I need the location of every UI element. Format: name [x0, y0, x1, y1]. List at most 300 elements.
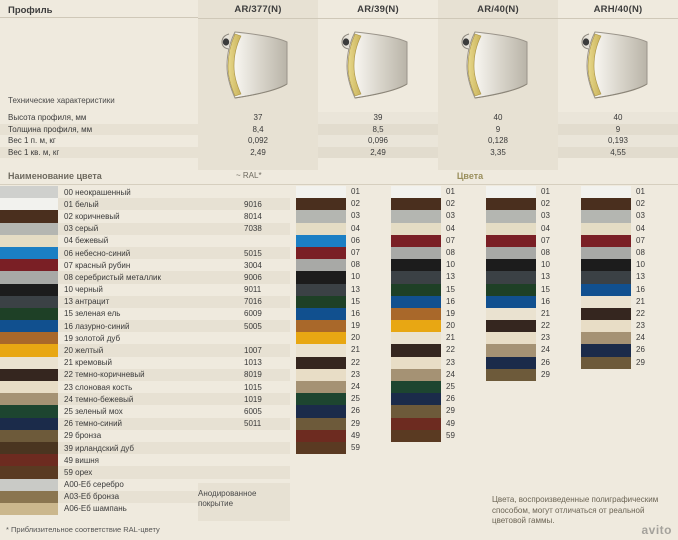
color-ral: 5011	[244, 419, 262, 429]
color-code: 08	[351, 260, 360, 270]
color-swatch	[296, 418, 346, 430]
spec-value: 8,5	[372, 124, 384, 134]
color-name-row	[0, 357, 290, 369]
color-name-row	[0, 223, 290, 235]
color-swatch	[296, 344, 346, 356]
color-swatch	[581, 247, 631, 259]
color-name-row	[0, 296, 290, 308]
color-strip-row	[296, 405, 388, 417]
color-code: 07	[351, 247, 360, 257]
spec-value: 0,193	[607, 136, 629, 145]
spec-row	[0, 147, 678, 159]
color-swatch	[0, 308, 58, 320]
color-name-row	[0, 235, 290, 247]
color-code: 15	[446, 284, 455, 294]
color-swatch	[0, 405, 58, 417]
color-strip-row	[391, 235, 483, 247]
color-swatch	[0, 418, 58, 430]
color-swatch	[581, 271, 631, 283]
color-swatch	[0, 247, 58, 259]
color-name-row	[0, 332, 290, 344]
color-name: 04 бежевый	[64, 236, 109, 246]
colors-header	[0, 170, 678, 184]
color-code: 29	[636, 357, 645, 367]
color-swatch	[0, 296, 58, 308]
color-strip-row	[296, 344, 388, 356]
ral-header: ~ RAL*	[236, 171, 262, 180]
color-code: 29	[446, 406, 455, 416]
color-strip-row	[296, 332, 388, 344]
color-swatch	[486, 198, 536, 210]
color-strip-row	[391, 296, 483, 308]
color-code: 22	[351, 357, 360, 367]
color-swatch	[391, 308, 441, 320]
spec-value: 0,092	[247, 136, 269, 145]
color-name: 21 кремовый	[64, 358, 112, 368]
color-name-row	[0, 418, 290, 430]
color-swatch	[0, 381, 58, 393]
color-strip-row	[296, 296, 388, 308]
color-strip-row	[486, 271, 578, 283]
color-code: 22	[541, 321, 550, 331]
color-name-row	[0, 320, 290, 332]
color-strip-row	[296, 418, 388, 430]
color-ral: 1007	[244, 346, 262, 356]
color-swatch	[0, 503, 58, 515]
color-code: 24	[446, 369, 455, 379]
color-swatch	[391, 344, 441, 356]
color-code: 49	[351, 430, 360, 440]
color-code: 02	[541, 199, 550, 209]
color-strip-row	[391, 259, 483, 271]
profile-column-title: AR/39(N)	[357, 4, 399, 15]
color-name-row	[0, 369, 290, 381]
color-code: 23	[446, 357, 455, 367]
color-swatch	[296, 430, 346, 442]
color-ral: 1013	[244, 358, 262, 368]
color-code: 08	[541, 247, 550, 257]
color-code: 04	[446, 223, 455, 233]
color-swatch	[486, 259, 536, 271]
spec-row	[0, 135, 678, 147]
color-swatch	[581, 198, 631, 210]
color-strip-row	[296, 320, 388, 332]
color-name: A00-Еб серебро	[64, 480, 124, 490]
color-strip-row	[486, 284, 578, 296]
color-code: 08	[446, 247, 455, 257]
color-strip-row	[296, 308, 388, 320]
color-name-row	[0, 186, 290, 198]
color-strip-row	[296, 223, 388, 235]
color-name: 49 вишня	[64, 455, 100, 465]
color-strip-row	[391, 430, 483, 442]
color-ral: 3004	[244, 260, 262, 270]
color-name-row	[0, 381, 290, 393]
profile-column-title: AR/377(N)	[234, 4, 282, 15]
tech-characteristics-label: Технические характеристики	[8, 96, 115, 105]
color-swatch	[0, 479, 58, 491]
color-strip-row	[486, 223, 578, 235]
color-strip-row	[296, 430, 388, 442]
color-name: 39 ирландский дуб	[64, 443, 134, 453]
color-code: 03	[636, 211, 645, 221]
color-swatch	[296, 393, 346, 405]
color-strip-row	[391, 332, 483, 344]
color-swatch	[0, 332, 58, 344]
color-strip-row	[581, 247, 673, 259]
color-code: 03	[351, 211, 360, 221]
color-code: 06	[351, 235, 360, 245]
color-code: 07	[541, 235, 550, 245]
color-code: 24	[351, 382, 360, 391]
color-name-row	[0, 284, 290, 296]
spec-value: 2,49	[250, 147, 266, 157]
color-swatch	[391, 430, 441, 442]
color-swatch	[391, 223, 441, 235]
color-strip-row	[391, 271, 483, 283]
color-code: 19	[446, 308, 455, 318]
color-swatch	[486, 332, 536, 344]
color-swatch	[391, 369, 441, 381]
color-strip-row	[581, 235, 673, 247]
color-swatch	[0, 430, 58, 442]
color-code: 16	[446, 296, 455, 306]
spec-value: 9	[615, 124, 621, 134]
color-strip-column-4	[581, 186, 673, 369]
color-ral: 9006	[244, 272, 262, 282]
color-strip-row	[486, 308, 578, 320]
spec-label: Вес 1 кв. м, кг	[8, 147, 60, 157]
color-swatch	[296, 308, 346, 320]
color-ral: 6005	[244, 406, 262, 416]
color-name-row	[0, 271, 290, 283]
color-ral: 5005	[244, 321, 262, 331]
color-code: 21	[541, 308, 550, 318]
color-name-row	[0, 442, 290, 454]
color-name: 25 зеленый мох	[64, 406, 123, 416]
color-name-row	[0, 308, 290, 320]
color-swatch	[0, 369, 58, 381]
color-swatch	[296, 210, 346, 222]
color-name-row	[0, 405, 290, 417]
color-swatch	[486, 271, 536, 283]
color-strip-row	[391, 308, 483, 320]
color-swatch	[391, 320, 441, 332]
color-code: 15	[541, 284, 550, 294]
color-code: 49	[446, 418, 455, 428]
color-strip-row	[486, 369, 578, 381]
color-code: 02	[446, 199, 455, 209]
color-swatch	[296, 357, 346, 369]
color-swatch	[391, 198, 441, 210]
color-swatch	[486, 369, 536, 381]
color-swatch	[391, 247, 441, 259]
color-code: 04	[351, 223, 360, 233]
color-code: 15	[351, 296, 360, 306]
spec-value: 2,49	[370, 147, 386, 157]
color-name: 22 темно-коричневый	[64, 370, 145, 380]
color-swatch	[0, 442, 58, 454]
color-code: 08	[636, 247, 645, 257]
color-name: 13 антрацит	[64, 297, 110, 307]
color-strip-row	[391, 247, 483, 259]
color-name-row	[0, 344, 290, 356]
color-name: 07 красный рубин	[64, 260, 131, 270]
color-swatch	[296, 247, 346, 259]
profile-lamella-image	[438, 19, 558, 111]
color-swatch	[0, 454, 58, 466]
color-swatch	[391, 186, 441, 198]
color-strip-row	[391, 223, 483, 235]
color-strip-row	[391, 320, 483, 332]
color-strip-row	[391, 369, 483, 381]
color-name: 03 серый	[64, 224, 99, 234]
color-swatch	[296, 296, 346, 308]
color-name: 23 слоновая кость	[64, 382, 133, 392]
color-code: 22	[636, 308, 645, 318]
color-swatch	[296, 259, 346, 271]
color-swatch	[0, 198, 58, 210]
color-code: 16	[636, 284, 645, 294]
anodized-label: Анодированное покрытие	[198, 489, 257, 508]
color-swatch	[391, 210, 441, 222]
color-swatch	[391, 296, 441, 308]
color-swatch	[391, 418, 441, 430]
color-code: 19	[351, 321, 360, 331]
color-code: 02	[351, 199, 360, 209]
color-strip-row	[581, 332, 673, 344]
spec-value: 0,128	[487, 136, 509, 145]
color-code: 10	[541, 260, 550, 270]
color-code: 10	[446, 260, 455, 270]
color-strip-row	[486, 332, 578, 344]
color-strip-row	[581, 344, 673, 356]
color-strip-row	[581, 284, 673, 296]
color-ral: 8014	[244, 211, 262, 221]
color-code: 26	[636, 345, 645, 355]
color-swatch	[0, 284, 58, 296]
color-ral: 7038	[244, 224, 262, 234]
color-strip-column-2	[391, 186, 483, 442]
spec-value: 9	[495, 124, 501, 134]
color-code: 23	[636, 321, 645, 331]
color-strip-row	[486, 186, 578, 198]
color-code: 07	[636, 235, 645, 245]
color-swatch	[486, 296, 536, 308]
color-swatch	[581, 332, 631, 344]
color-strip-row	[391, 357, 483, 369]
color-swatch	[0, 259, 58, 271]
color-code: 23	[351, 369, 360, 379]
color-code: 26	[541, 357, 550, 367]
page-title: Профиль	[8, 5, 53, 16]
color-name: 15 зеленая ель	[64, 309, 121, 319]
color-swatch	[391, 284, 441, 296]
color-name-row	[0, 393, 290, 405]
color-ral: 9011	[244, 285, 262, 295]
color-strip-row	[296, 247, 388, 259]
color-code: 29	[541, 369, 550, 379]
profile-lamella-image	[318, 19, 438, 111]
color-strip-row	[581, 320, 673, 332]
color-swatch	[486, 210, 536, 222]
color-swatch	[581, 344, 631, 356]
color-strip-row	[391, 344, 483, 356]
color-strip-row	[581, 308, 673, 320]
spec-label: Вес 1 п. м, кг	[8, 136, 56, 145]
color-name-row	[0, 259, 290, 271]
color-swatch	[296, 332, 346, 344]
color-swatch	[391, 405, 441, 417]
profile-lamella-image	[558, 19, 678, 111]
spec-value: 0,096	[367, 136, 389, 145]
color-code: 22	[446, 345, 455, 355]
color-code: 13	[446, 272, 455, 282]
color-swatch	[486, 247, 536, 259]
color-strip-row	[391, 393, 483, 405]
color-strip-row	[296, 259, 388, 271]
color-name-row	[0, 466, 290, 478]
color-swatch	[0, 271, 58, 283]
color-swatch	[0, 491, 58, 503]
color-name-row	[0, 454, 290, 466]
spec-value: 40	[493, 113, 503, 122]
color-swatch	[296, 405, 346, 417]
color-strip-row	[391, 198, 483, 210]
color-code: 24	[636, 333, 645, 343]
color-code: 21	[446, 333, 455, 343]
color-name-row	[0, 430, 290, 442]
color-strip-row	[391, 381, 483, 393]
color-code: 20	[351, 333, 360, 343]
color-swatch	[581, 284, 631, 296]
color-swatch	[296, 271, 346, 283]
lamella-svg	[335, 22, 421, 108]
color-swatch	[486, 344, 536, 356]
color-name: A03-Еб бронза	[64, 492, 120, 502]
color-name-row	[0, 247, 290, 259]
color-strip-row	[296, 284, 388, 296]
watermark-text: avito	[641, 523, 672, 537]
color-swatch	[486, 223, 536, 235]
color-name-row	[0, 198, 290, 210]
color-code: 13	[541, 272, 550, 282]
color-strip-row	[296, 442, 388, 454]
spec-value: 4,55	[610, 147, 626, 157]
color-ral: 1015	[244, 382, 262, 392]
color-strip-row	[581, 357, 673, 369]
color-strip-row	[296, 271, 388, 283]
color-name: 16 лазурно-синий	[64, 321, 130, 331]
color-ral: 5015	[244, 248, 262, 258]
color-swatch	[391, 235, 441, 247]
color-code: 26	[351, 406, 360, 416]
color-name-list	[0, 186, 290, 515]
color-code: 03	[446, 211, 455, 221]
color-swatch	[296, 284, 346, 296]
color-swatch	[391, 393, 441, 405]
color-swatch	[0, 210, 58, 222]
color-code: 24	[541, 345, 550, 355]
color-strip-row	[486, 210, 578, 222]
color-strip-row	[486, 235, 578, 247]
color-code: 21	[636, 296, 645, 306]
color-strip-row	[581, 210, 673, 222]
spec-row	[0, 112, 678, 124]
color-strip-row	[581, 186, 673, 198]
color-swatch	[296, 442, 346, 454]
color-swatch	[0, 186, 58, 198]
color-code: 01	[351, 187, 360, 196]
color-code: 10	[636, 260, 645, 270]
title-divider	[0, 17, 198, 18]
color-code: 23	[541, 333, 550, 343]
color-name: 02 коричневый	[64, 211, 120, 221]
color-swatch	[296, 369, 346, 381]
color-swatch	[391, 259, 441, 271]
lamella-svg	[215, 22, 301, 108]
colors-title: Цвета	[456, 171, 484, 181]
color-swatch	[391, 271, 441, 283]
color-code: 07	[446, 235, 455, 245]
color-swatch	[581, 296, 631, 308]
color-name: 20 желтый	[64, 346, 104, 356]
spec-value: 40	[613, 113, 623, 122]
color-code: 13	[636, 272, 645, 282]
color-strip-row	[296, 393, 388, 405]
color-strip-row	[486, 198, 578, 210]
color-name: 06 небесно-синий	[64, 248, 131, 258]
color-code: 03	[541, 211, 550, 221]
color-strip-row	[296, 357, 388, 369]
color-strip-row	[486, 247, 578, 259]
color-swatch	[581, 259, 631, 271]
color-strip-row	[581, 296, 673, 308]
color-name: 08 серебристый металлик	[64, 272, 161, 282]
spec-row	[0, 124, 678, 136]
color-swatch	[391, 357, 441, 369]
color-strip-column-1	[296, 186, 388, 454]
color-ral: 9016	[244, 199, 262, 209]
color-code: 04	[636, 223, 645, 233]
color-code: 59	[351, 442, 360, 452]
color-swatch	[486, 186, 536, 198]
color-strip-row	[581, 198, 673, 210]
color-strip-row	[486, 357, 578, 369]
color-strip-row	[486, 296, 578, 308]
spec-value: 8,4	[252, 124, 264, 134]
color-strip-row	[391, 284, 483, 296]
color-code: 10	[351, 272, 360, 282]
spec-label: Высота профиля, мм	[8, 113, 87, 122]
color-swatch	[296, 235, 346, 247]
color-name: 59 орех	[64, 467, 93, 477]
color-ral: 6009	[244, 309, 262, 319]
color-name-row	[0, 210, 290, 222]
color-swatch	[296, 186, 346, 198]
lamella-svg	[455, 22, 541, 108]
color-code: 02	[636, 199, 645, 209]
color-strip-row	[581, 271, 673, 283]
spec-value: 39	[373, 113, 383, 122]
color-name: 26 темно-синий	[64, 419, 122, 429]
color-swatch	[0, 357, 58, 369]
color-strip-row	[296, 369, 388, 381]
color-strip-row	[391, 405, 483, 417]
color-code: 20	[446, 321, 455, 331]
color-code: 01	[636, 187, 645, 196]
color-ral: 1019	[244, 394, 262, 404]
